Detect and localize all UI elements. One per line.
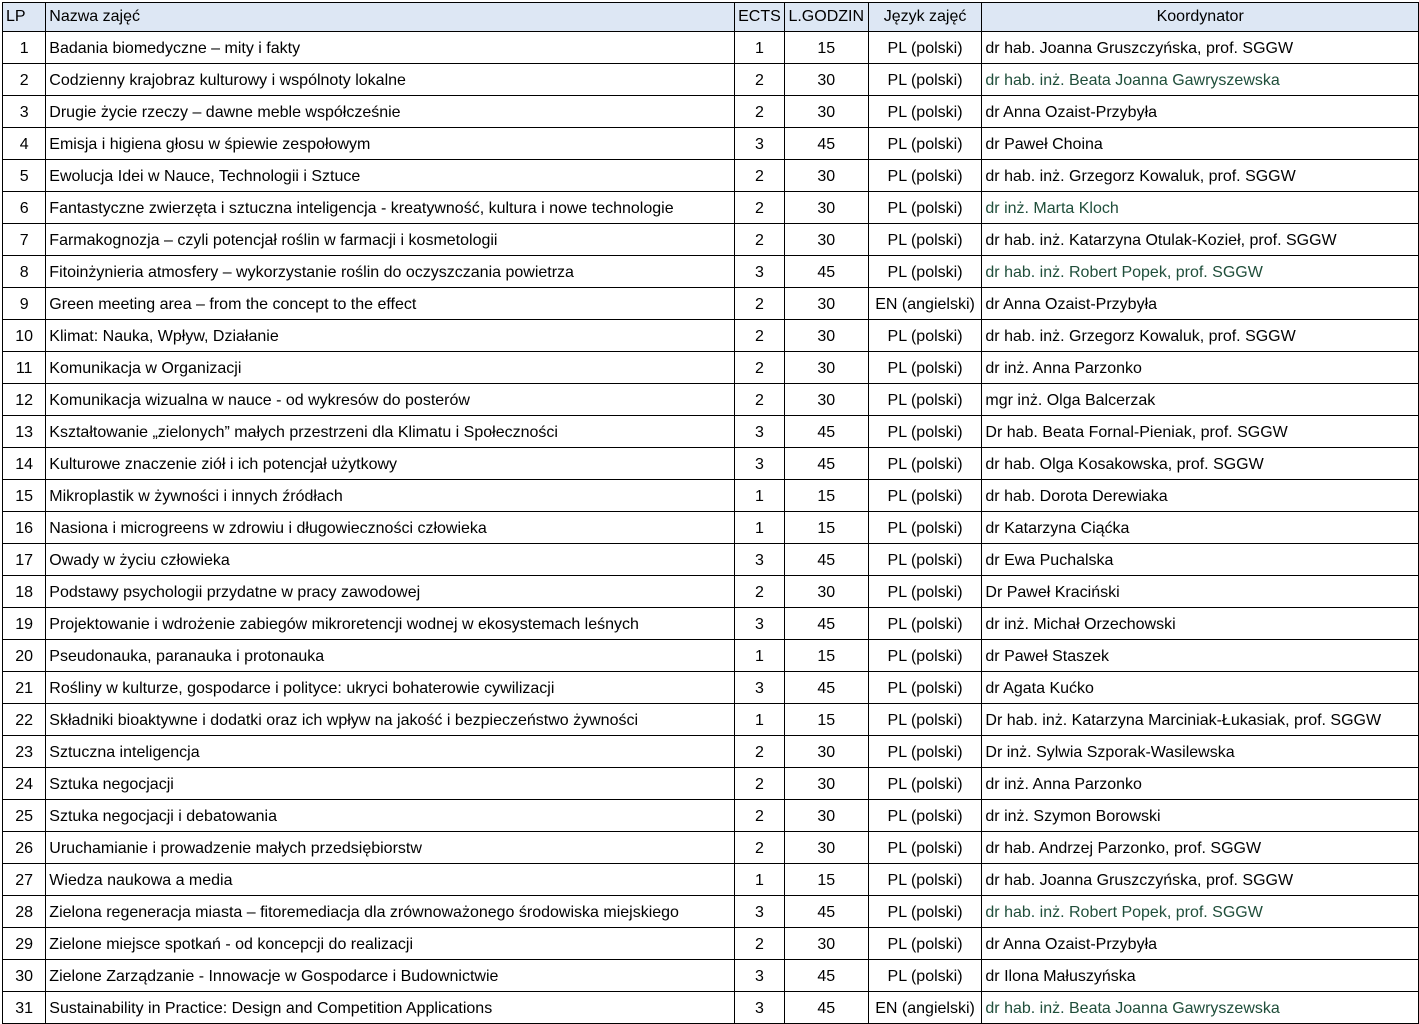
cell-lp[interactable]: 17 bbox=[3, 544, 46, 576]
cell-language[interactable]: PL (polski) bbox=[868, 800, 982, 832]
cell-course-name[interactable]: Drugie życie rzeczy – dawne meble współcześnie bbox=[46, 96, 735, 128]
cell-course-name[interactable]: Zielone miejsce spotkań - od koncepcji do realizacji bbox=[46, 928, 735, 960]
cell-hours[interactable]: 30 bbox=[784, 352, 868, 384]
cell-language[interactable]: PL (polski) bbox=[868, 128, 982, 160]
cell-lp[interactable]: 27 bbox=[3, 864, 46, 896]
table-row bbox=[3, 384, 1419, 416]
cell-ects[interactable]: 2 bbox=[735, 160, 785, 192]
cell-hours[interactable]: 30 bbox=[784, 192, 868, 224]
cell-course-name[interactable]: Farmakognozja – czyli potencjał roślin w farmacji i kosmetologii bbox=[46, 224, 735, 256]
table-row bbox=[3, 928, 1419, 960]
cell-hours[interactable]: 45 bbox=[784, 896, 868, 928]
table-row bbox=[3, 608, 1419, 640]
cell-ects[interactable]: 3 bbox=[735, 608, 785, 640]
cell-language[interactable]: PL (polski) bbox=[868, 832, 982, 864]
cell-language[interactable]: PL (polski) bbox=[868, 448, 982, 480]
cell-hours[interactable]: 15 bbox=[784, 640, 868, 672]
cell-coordinator[interactable]: dr hab. inż. Grzegorz Kowaluk, prof. SGGW bbox=[982, 320, 1419, 352]
cell-coordinator[interactable]: dr hab. Joanna Gruszczyńska, prof. SGGW bbox=[982, 32, 1419, 64]
cell-coordinator[interactable]: dr Anna Ozaist-Przybyła bbox=[982, 96, 1419, 128]
table-row bbox=[3, 320, 1419, 352]
cell-hours[interactable]: 30 bbox=[784, 160, 868, 192]
table-row bbox=[3, 352, 1419, 384]
cell-ects[interactable]: 2 bbox=[735, 192, 785, 224]
cell-course-name[interactable]: Ewolucja Idei w Nauce, Technologii i Sztuce bbox=[46, 160, 735, 192]
cell-ects[interactable]: 2 bbox=[735, 800, 785, 832]
cell-hours[interactable]: 30 bbox=[784, 320, 868, 352]
cell-language[interactable]: PL (polski) bbox=[868, 928, 982, 960]
table-body bbox=[3, 32, 1419, 1024]
cell-course-name[interactable]: Podstawy psychologii przydatne w pracy zawodowej bbox=[46, 576, 735, 608]
cell-ects[interactable]: 1 bbox=[735, 704, 785, 736]
table-row bbox=[3, 448, 1419, 480]
table-row bbox=[3, 640, 1419, 672]
cell-ects[interactable]: 3 bbox=[735, 128, 785, 160]
header-language[interactable]: Język zajęć bbox=[868, 3, 982, 32]
cell-language[interactable]: PL (polski) bbox=[868, 512, 982, 544]
table-row bbox=[3, 288, 1419, 320]
cell-ects[interactable]: 3 bbox=[735, 448, 785, 480]
cell-coordinator[interactable]: dr hab. inż. Beata Joanna Gawryszewska bbox=[982, 992, 1419, 1024]
cell-lp[interactable]: 11 bbox=[3, 352, 46, 384]
table-row bbox=[3, 224, 1419, 256]
cell-course-name[interactable]: Wiedza naukowa a media bbox=[46, 864, 735, 896]
cell-hours[interactable]: 15 bbox=[784, 704, 868, 736]
cell-coordinator[interactable]: Dr inż. Sylwia Szporak-Wasilewska bbox=[982, 736, 1419, 768]
cell-hours[interactable]: 45 bbox=[784, 416, 868, 448]
header-row bbox=[3, 3, 1419, 32]
cell-language[interactable]: PL (polski) bbox=[868, 672, 982, 704]
cell-ects[interactable]: 2 bbox=[735, 832, 785, 864]
cell-course-name[interactable]: Sztuka negocjacji bbox=[46, 768, 735, 800]
cell-lp[interactable]: 15 bbox=[3, 480, 46, 512]
cell-hours[interactable]: 30 bbox=[784, 64, 868, 96]
cell-course-name[interactable]: Kształtowanie „zielonych” małych przestrzeni dla Klimatu i Społeczności bbox=[46, 416, 735, 448]
cell-ects[interactable]: 2 bbox=[735, 288, 785, 320]
cell-ects[interactable]: 3 bbox=[735, 992, 785, 1024]
cell-course-name[interactable]: Codzienny krajobraz kulturowy i wspólnoty lokalne bbox=[46, 64, 735, 96]
cell-ects[interactable]: 1 bbox=[735, 480, 785, 512]
cell-lp[interactable]: 5 bbox=[3, 160, 46, 192]
cell-coordinator[interactable]: dr hab. Olga Kosakowska, prof. SGGW bbox=[982, 448, 1419, 480]
cell-language[interactable]: EN (angielski) bbox=[868, 288, 982, 320]
cell-coordinator[interactable]: dr inż. Szymon Borowski bbox=[982, 800, 1419, 832]
cell-ects[interactable]: 2 bbox=[735, 352, 785, 384]
cell-language[interactable]: EN (angielski) bbox=[868, 992, 982, 1024]
table-row bbox=[3, 32, 1419, 64]
cell-lp[interactable]: 10 bbox=[3, 320, 46, 352]
cell-coordinator[interactable]: dr hab. inż. Robert Popek, prof. SGGW bbox=[982, 256, 1419, 288]
cell-lp[interactable]: 2 bbox=[3, 64, 46, 96]
cell-language[interactable]: PL (polski) bbox=[868, 352, 982, 384]
cell-coordinator[interactable]: dr hab. inż. Beata Joanna Gawryszewska bbox=[982, 64, 1419, 96]
cell-coordinator[interactable]: dr Katarzyna Ciąćka bbox=[982, 512, 1419, 544]
cell-hours[interactable]: 45 bbox=[784, 672, 868, 704]
cell-hours[interactable]: 30 bbox=[784, 96, 868, 128]
cell-course-name[interactable]: Green meeting area – from the concept to the effect bbox=[46, 288, 735, 320]
cell-ects[interactable]: 1 bbox=[735, 32, 785, 64]
cell-language[interactable]: PL (polski) bbox=[868, 960, 982, 992]
cell-lp[interactable]: 18 bbox=[3, 576, 46, 608]
cell-language[interactable]: PL (polski) bbox=[868, 576, 982, 608]
cell-lp[interactable]: 13 bbox=[3, 416, 46, 448]
cell-hours[interactable]: 30 bbox=[784, 832, 868, 864]
cell-lp[interactable]: 24 bbox=[3, 768, 46, 800]
table-row bbox=[3, 256, 1419, 288]
table-row bbox=[3, 896, 1419, 928]
cell-course-name[interactable]: Sztuka negocjacji i debatowania bbox=[46, 800, 735, 832]
cell-lp[interactable]: 6 bbox=[3, 192, 46, 224]
cell-ects[interactable]: 3 bbox=[735, 416, 785, 448]
cell-course-name[interactable]: Nasiona i microgreens w zdrowiu i długowieczności człowieka bbox=[46, 512, 735, 544]
cell-course-name[interactable]: Projektowanie i wdrożenie zabiegów mikroretencji wodnej w ekosystemach leśnych bbox=[46, 608, 735, 640]
cell-language[interactable]: PL (polski) bbox=[868, 736, 982, 768]
cell-language[interactable]: PL (polski) bbox=[868, 32, 982, 64]
cell-coordinator[interactable]: dr hab. Joanna Gruszczyńska, prof. SGGW bbox=[982, 864, 1419, 896]
cell-course-name[interactable]: Mikroplastik w żywności i innych źródłach bbox=[46, 480, 735, 512]
cell-ects[interactable]: 3 bbox=[735, 896, 785, 928]
cell-course-name[interactable]: Klimat: Nauka, Wpływ, Działanie bbox=[46, 320, 735, 352]
table-row bbox=[3, 832, 1419, 864]
cell-language[interactable]: PL (polski) bbox=[868, 544, 982, 576]
cell-hours[interactable]: 30 bbox=[784, 736, 868, 768]
cell-lp[interactable]: 25 bbox=[3, 800, 46, 832]
table-row bbox=[3, 416, 1419, 448]
cell-ects[interactable]: 2 bbox=[735, 320, 785, 352]
cell-language[interactable]: PL (polski) bbox=[868, 384, 982, 416]
cell-coordinator[interactable]: dr inż. Anna Parzonko bbox=[982, 768, 1419, 800]
cell-hours[interactable]: 30 bbox=[784, 288, 868, 320]
cell-course-name[interactable]: Komunikacja wizualna w nauce - od wykresów do posterów bbox=[46, 384, 735, 416]
cell-coordinator[interactable]: dr Agata Kućko bbox=[982, 672, 1419, 704]
cell-hours[interactable]: 30 bbox=[784, 928, 868, 960]
cell-ects[interactable]: 2 bbox=[735, 576, 785, 608]
cell-lp[interactable]: 16 bbox=[3, 512, 46, 544]
cell-ects[interactable]: 3 bbox=[735, 544, 785, 576]
cell-ects[interactable]: 3 bbox=[735, 672, 785, 704]
cell-coordinator[interactable]: Dr hab. inż. Katarzyna Marciniak-Łukasiak, prof. SGGW bbox=[982, 704, 1419, 736]
cell-lp[interactable]: 4 bbox=[3, 128, 46, 160]
cell-ects[interactable]: 1 bbox=[735, 864, 785, 896]
cell-course-name[interactable]: Owady w życiu człowieka bbox=[46, 544, 735, 576]
cell-ects[interactable]: 2 bbox=[735, 736, 785, 768]
header-hours[interactable]: L.GODZIN bbox=[784, 3, 868, 32]
cell-ects[interactable]: 1 bbox=[735, 512, 785, 544]
header-lp[interactable]: LP bbox=[3, 3, 46, 32]
header-course-name[interactable]: Nazwa zajęć bbox=[46, 3, 735, 32]
cell-lp[interactable]: 20 bbox=[3, 640, 46, 672]
cell-lp[interactable]: 14 bbox=[3, 448, 46, 480]
table-row bbox=[3, 704, 1419, 736]
cell-language[interactable]: PL (polski) bbox=[868, 768, 982, 800]
cell-course-name[interactable]: Sztuczna inteligencja bbox=[46, 736, 735, 768]
cell-hours[interactable]: 30 bbox=[784, 384, 868, 416]
cell-lp[interactable]: 12 bbox=[3, 384, 46, 416]
cell-lp[interactable]: 22 bbox=[3, 704, 46, 736]
cell-language[interactable]: PL (polski) bbox=[868, 416, 982, 448]
cell-ects[interactable]: 2 bbox=[735, 64, 785, 96]
cell-lp[interactable]: 26 bbox=[3, 832, 46, 864]
cell-hours[interactable]: 45 bbox=[784, 608, 868, 640]
table-row bbox=[3, 544, 1419, 576]
table-row bbox=[3, 64, 1419, 96]
cell-language[interactable]: PL (polski) bbox=[868, 704, 982, 736]
table-row bbox=[3, 864, 1419, 896]
cell-hours[interactable]: 30 bbox=[784, 224, 868, 256]
cell-hours[interactable]: 45 bbox=[784, 128, 868, 160]
cell-coordinator[interactable]: dr inż. Anna Parzonko bbox=[982, 352, 1419, 384]
cell-language[interactable]: PL (polski) bbox=[868, 480, 982, 512]
cell-lp[interactable]: 8 bbox=[3, 256, 46, 288]
cell-coordinator[interactable]: Dr Paweł Kraciński bbox=[982, 576, 1419, 608]
cell-language[interactable]: PL (polski) bbox=[868, 160, 982, 192]
cell-coordinator[interactable]: dr Ilona Małuszyńska bbox=[982, 960, 1419, 992]
cell-lp[interactable]: 23 bbox=[3, 736, 46, 768]
table-row bbox=[3, 768, 1419, 800]
cell-course-name[interactable]: Emisja i higiena głosu w śpiewie zespołowym bbox=[46, 128, 735, 160]
cell-course-name[interactable]: Sustainability in Practice: Design and Competition Applications bbox=[46, 992, 735, 1024]
cell-language[interactable]: PL (polski) bbox=[868, 864, 982, 896]
cell-coordinator[interactable]: Dr hab. Beata Fornal-Pieniak, prof. SGGW bbox=[982, 416, 1419, 448]
cell-ects[interactable]: 3 bbox=[735, 256, 785, 288]
cell-coordinator[interactable]: dr Ewa Puchalska bbox=[982, 544, 1419, 576]
cell-course-name[interactable]: Składniki bioaktywne i dodatki oraz ich wpływ na jakość i bezpieczeństwo żywności bbox=[46, 704, 735, 736]
cell-lp[interactable]: 28 bbox=[3, 896, 46, 928]
table-row bbox=[3, 992, 1419, 1024]
cell-ects[interactable]: 2 bbox=[735, 224, 785, 256]
cell-coordinator[interactable]: mgr inż. Olga Balcerzak bbox=[982, 384, 1419, 416]
cell-ects[interactable]: 2 bbox=[735, 384, 785, 416]
cell-ects[interactable]: 3 bbox=[735, 960, 785, 992]
cell-language[interactable]: PL (polski) bbox=[868, 64, 982, 96]
header-ects[interactable]: ECTS bbox=[735, 3, 785, 32]
cell-language[interactable]: PL (polski) bbox=[868, 224, 982, 256]
cell-lp[interactable]: 29 bbox=[3, 928, 46, 960]
cell-language[interactable]: PL (polski) bbox=[868, 192, 982, 224]
cell-lp[interactable]: 30 bbox=[3, 960, 46, 992]
cell-course-name[interactable]: Zielone Zarządzanie - Innowacje w Gospodarce i Budownictwie bbox=[46, 960, 735, 992]
cell-coordinator[interactable]: dr inż. Michał Orzechowski bbox=[982, 608, 1419, 640]
cell-hours[interactable]: 45 bbox=[784, 448, 868, 480]
cell-language[interactable]: PL (polski) bbox=[868, 256, 982, 288]
cell-coordinator[interactable]: dr hab. Dorota Derewiaka bbox=[982, 480, 1419, 512]
courses-table bbox=[2, 2, 1419, 1024]
cell-hours[interactable]: 15 bbox=[784, 864, 868, 896]
cell-hours[interactable]: 30 bbox=[784, 768, 868, 800]
table-row bbox=[3, 96, 1419, 128]
table-row bbox=[3, 576, 1419, 608]
table-row bbox=[3, 672, 1419, 704]
cell-lp[interactable]: 31 bbox=[3, 992, 46, 1024]
cell-course-name[interactable]: Fantastyczne zwierzęta i sztuczna inteligencja - kreatywność, kultura i nowe technologie bbox=[46, 192, 735, 224]
cell-lp[interactable]: 7 bbox=[3, 224, 46, 256]
cell-coordinator[interactable]: dr hab. Andrzej Parzonko, prof. SGGW bbox=[982, 832, 1419, 864]
cell-lp[interactable]: 1 bbox=[3, 32, 46, 64]
table-row bbox=[3, 160, 1419, 192]
cell-hours[interactable]: 15 bbox=[784, 480, 868, 512]
cell-hours[interactable]: 45 bbox=[784, 992, 868, 1024]
cell-coordinator[interactable]: dr Paweł Staszek bbox=[982, 640, 1419, 672]
cell-hours[interactable]: 15 bbox=[784, 512, 868, 544]
cell-lp[interactable]: 9 bbox=[3, 288, 46, 320]
cell-lp[interactable]: 21 bbox=[3, 672, 46, 704]
cell-course-name[interactable]: Pseudonauka, paranauka i protonauka bbox=[46, 640, 735, 672]
cell-course-name[interactable]: Komunikacja w Organizacji bbox=[46, 352, 735, 384]
table-row bbox=[3, 960, 1419, 992]
cell-hours[interactable]: 30 bbox=[784, 576, 868, 608]
cell-hours[interactable]: 30 bbox=[784, 800, 868, 832]
cell-coordinator[interactable]: dr Anna Ozaist-Przybyła bbox=[982, 928, 1419, 960]
cell-coordinator[interactable]: dr Paweł Choina bbox=[982, 128, 1419, 160]
table-header bbox=[3, 3, 1419, 32]
cell-course-name[interactable]: Uruchamianie i prowadzenie małych przedsiębiorstw bbox=[46, 832, 735, 864]
cell-course-name[interactable]: Fitoinżynieria atmosfery – wykorzystanie roślin do oczyszczania powietrza bbox=[46, 256, 735, 288]
table-row bbox=[3, 736, 1419, 768]
cell-hours[interactable]: 45 bbox=[784, 256, 868, 288]
header-coordinator[interactable]: Koordynator bbox=[982, 3, 1419, 32]
cell-language[interactable]: PL (polski) bbox=[868, 640, 982, 672]
cell-hours[interactable]: 45 bbox=[784, 960, 868, 992]
cell-ects[interactable]: 1 bbox=[735, 640, 785, 672]
cell-hours[interactable]: 15 bbox=[784, 32, 868, 64]
cell-lp[interactable]: 3 bbox=[3, 96, 46, 128]
cell-ects[interactable]: 2 bbox=[735, 96, 785, 128]
table-row bbox=[3, 192, 1419, 224]
cell-ects[interactable]: 2 bbox=[735, 768, 785, 800]
cell-course-name[interactable]: Kulturowe znaczenie ziół i ich potencjał użytkowy bbox=[46, 448, 735, 480]
cell-language[interactable]: PL (polski) bbox=[868, 320, 982, 352]
cell-course-name[interactable]: Rośliny w kulturze, gospodarce i polityce: ukryci bohaterowie cywilizacji bbox=[46, 672, 735, 704]
cell-language[interactable]: PL (polski) bbox=[868, 96, 982, 128]
cell-hours[interactable]: 45 bbox=[784, 544, 868, 576]
cell-coordinator[interactable]: dr inż. Marta Kloch bbox=[982, 192, 1419, 224]
cell-coordinator[interactable]: dr hab. inż. Robert Popek, prof. SGGW bbox=[982, 896, 1419, 928]
cell-language[interactable]: PL (polski) bbox=[868, 896, 982, 928]
cell-lp[interactable]: 19 bbox=[3, 608, 46, 640]
table-row bbox=[3, 128, 1419, 160]
cell-coordinator[interactable]: dr hab. inż. Grzegorz Kowaluk, prof. SGGW bbox=[982, 160, 1419, 192]
table-row bbox=[3, 480, 1419, 512]
cell-course-name[interactable]: Zielona regeneracja miasta – fitoremediacja dla zrównoważonego środowiska miejskiego bbox=[46, 896, 735, 928]
cell-coordinator[interactable]: dr hab. inż. Katarzyna Otulak-Kozieł, prof. SGGW bbox=[982, 224, 1419, 256]
cell-ects[interactable]: 2 bbox=[735, 928, 785, 960]
cell-coordinator[interactable]: dr Anna Ozaist-Przybyła bbox=[982, 288, 1419, 320]
cell-course-name[interactable]: Badania biomedyczne – mity i fakty bbox=[46, 32, 735, 64]
cell-language[interactable]: PL (polski) bbox=[868, 608, 982, 640]
table-row bbox=[3, 800, 1419, 832]
table-row bbox=[3, 512, 1419, 544]
